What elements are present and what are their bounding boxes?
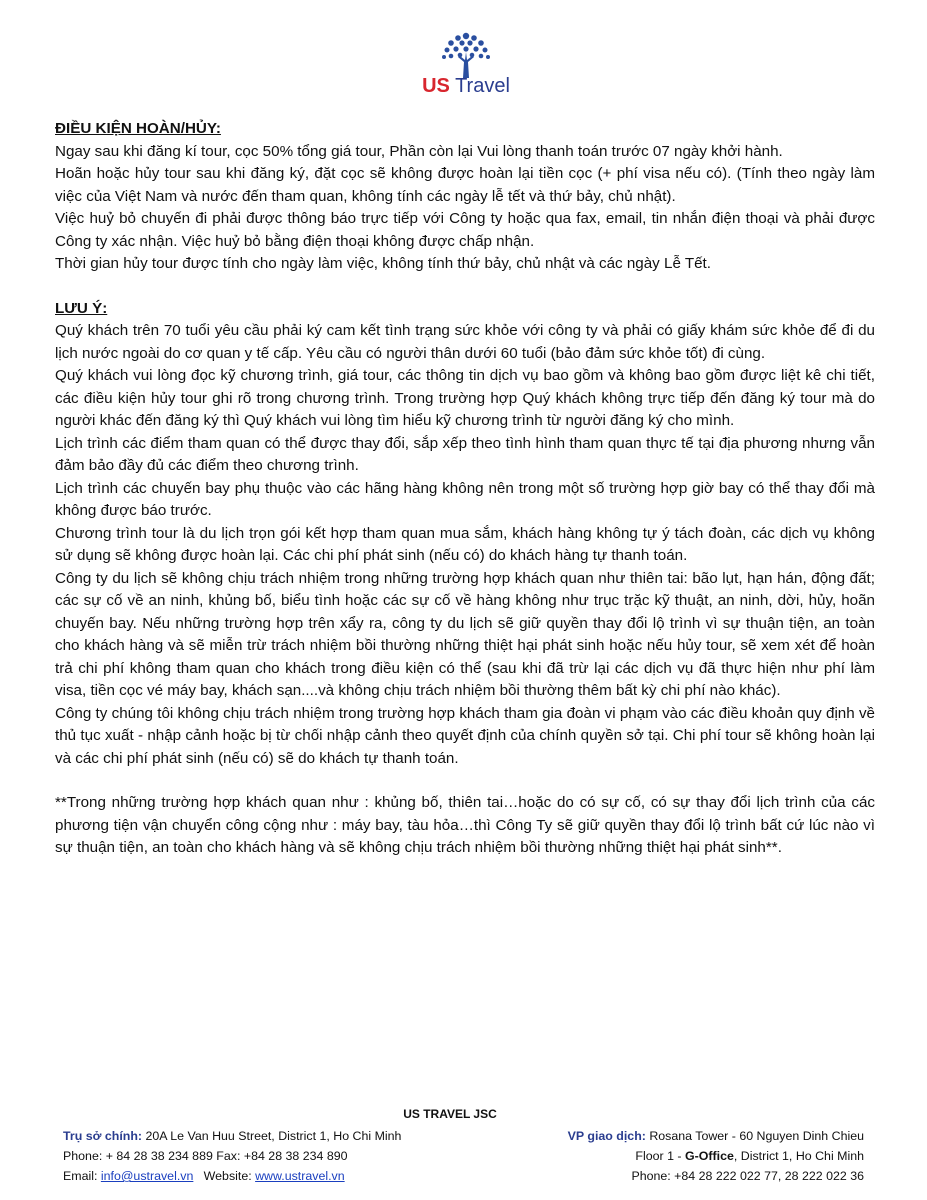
website-link[interactable]: www.ustravel.vn	[255, 1169, 345, 1183]
footer-headquarters	[63, 1126, 401, 1186]
paragraph: Lịch trình các chuyến bay phụ thuộc vào các hãng hàng không nên trong một số trường hợp giờ bay có thể thay đổi mà không được báo trước.	[55, 479, 875, 519]
paragraph: Công ty chúng tôi không chịu trách nhiệm trong trường hợp khách tham gia đoàn vi phạm vào các điều khoản quy định về thủ tục xuất - nhập cảnh hoặc bị từ chối nhập cảnh theo quyết định của chính quyền sở tại. Chi phí tour sẽ không hoàn lại và các chi phí phát sinh (nếu có) sẽ do khách tự thanh toán.	[55, 704, 875, 767]
paragraph: Việc huỷ bỏ chuyến đi phải được thông báo trực tiếp với Công ty hoặc qua fax, email, tin nhắn điện thoại và phải được Công ty xác nhận. Việc huỷ bỏ bằng điện thoại không được chấp nhận.	[55, 210, 875, 250]
paragraph: Ngay sau khi đăng kí tour, cọc 50% tổng giá tour, Phần còn lại Vui lòng thanh toán trước 07 ngày khởi hành.	[55, 142, 783, 160]
logo-wordmark: US Travel	[422, 75, 510, 97]
document-body	[55, 118, 875, 860]
hq-phone-line: Phone: + 84 28 38 234 889 Fax: +84 28 38 234 890	[63, 1149, 348, 1163]
paragraph: Quý khách trên 70 tuổi yêu cầu phải ký cam kết tình trạng sức khỏe với công ty và phải có giấy khám sức khỏe để đi du lịch nước ngoài do cơ quan y tế cấp. Yêu cầu có người thân dưới 60 tuổi (bảo đảm sức khỏe tốt) đi cùng.	[55, 322, 875, 362]
office-address: Rosana Tower - 60 Nguyen Dinh Chieu	[645, 1129, 864, 1143]
section-heading-cancellation: ĐIỀU KIỆN HOÀN/HỦY:	[55, 120, 221, 137]
hq-address-line	[63, 1126, 401, 1146]
paragraph: Quý khách vui lòng đọc kỹ chương trình, giá tour, các thông tin dịch vụ bao gồm và không bao gồm được liệt kê chi tiết, các điều kiện hủy tour ghi rõ trong chương trình. Trong trường hợp Quý khách không trực tiếp đến đăng ký tour mà do người khác đến đăng ký thì Quý khách vui lòng tìm hiểu kỹ chương trình từ người đăng ký cho mình.	[55, 367, 875, 429]
paragraph: Lịch trình các điểm tham quan có thể được thay đổi, sắp xếp theo tình hình tham quan thực tế tại địa phương nhưng vẫn đảm bảo đầy đủ các điểm theo chương trình.	[55, 434, 875, 474]
paragraph: Công ty du lịch sẽ không chịu trách nhiệm trong những trường hợp khách quan như thiên tai: bão lụt, hạn hán, động đất; các sự cố về an ninh, khủng bố, biểu tình hoặc các sự cố về hàng không như trục trặc kỹ thuật, an ninh, dời, hủy, hoãn chuyến bay. Nếu những trường hợp trên xẩy ra, công ty du lịch sẽ giữ quyền thay đổi lộ trình vì sự thuận tiện, an toàn cho khách hàng và sẽ miễn trừ trách nhiệm bồi thường những thiệt hại phát sinh hoặc nếu hủy tour, sẽ xem xét để hoàn trả chi phí không tham quan cho khách trong điều kiện có thể (sau khi đã trừ lại các dịch vụ đã thực hiện như phí làm visa, tiền cọc vé máy bay, khách sạn....và không chịu trách nhiệm bồi thường thêm bất kỳ chi phí nào khác).	[55, 569, 875, 699]
hq-address: 20A Le Van Huu Street, District 1, Ho Chi Minh	[142, 1129, 402, 1143]
paragraph: Thời gian hủy tour được tính cho ngày làm việc, không tính thứ bảy, chủ nhật và các ngày Lễ Tết.	[55, 255, 711, 272]
office-phone-line: Phone: +84 28 222 022 77, 28 222 022 36	[631, 1169, 864, 1183]
tree-logo-icon	[438, 30, 494, 80]
company-logo	[416, 30, 516, 100]
email-link[interactable]: info@ustravel.vn	[100, 1169, 194, 1183]
office-floor-line: Floor 1 - G-Office, District 1, Ho Chi Minh	[635, 1149, 864, 1163]
footer-office	[568, 1126, 864, 1186]
footer-company-name: US TRAVEL JSC	[403, 1107, 497, 1121]
office-label: VP giao dịch:	[567, 1129, 646, 1143]
contact-line: Email: info@ustravel.vn Website: www.ustravel.vn	[63, 1169, 345, 1183]
section-heading-notes: LƯU Ý:	[55, 299, 108, 317]
hq-label: Trụ sở chính:	[63, 1129, 143, 1143]
footnote-paragraph: **Trong những trường hợp khách quan như : khủng bố, thiên tai…hoặc do có sự cố, có sự thay đổi lịch trình của các phương tiện vận chuyển công cộng như : máy bay, tàu hỏa…thì Công Ty sẽ giữ quyền thay đổi lộ trình bất cứ lúc nào vì sự thuận tiện, an toàn cho khách hàng và sẽ không chịu trách nhiệm bồi thường những thiệt hại phát sinh**.	[55, 794, 875, 856]
paragraph: Hoãn hoặc hủy tour sau khi đăng ký, đặt cọc sẽ không được hoàn lại tiền cọc (+ phí visa nếu có). (Tính theo ngày làm việc của Việt Nam và nước đến tham quan, không tính các ngày lễ tết và thứ bảy, chủ nhật).	[55, 165, 875, 205]
paragraph: Chương trình tour là du lịch trọn gói kết hợp tham quan mua sắm, khách hàng không tự ý tách đoàn, các dịch vụ không sử dụng sẽ không được hoàn lại. Các chi phí phát sinh (nếu có) do khách hàng tự thanh toán.	[55, 524, 875, 564]
office-address-line	[568, 1126, 864, 1146]
